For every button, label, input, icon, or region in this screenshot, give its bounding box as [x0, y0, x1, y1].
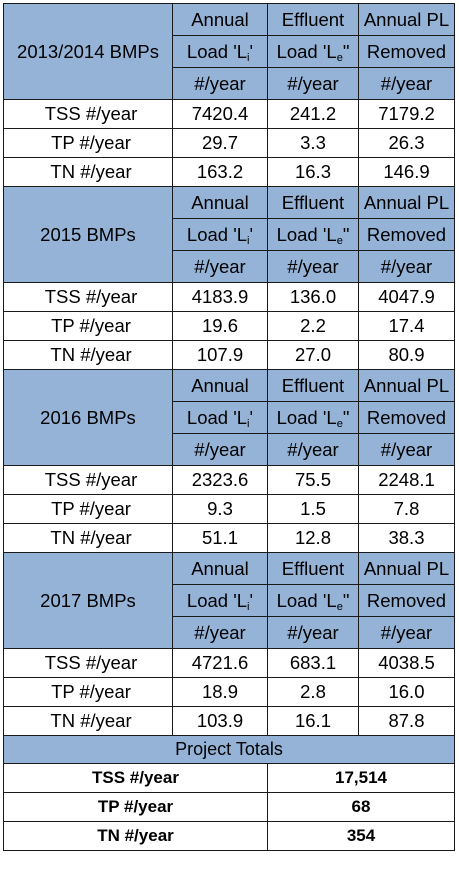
annual-load-value: 103.9	[173, 707, 268, 736]
annual-pl-removed-header-line1: Annual PL	[359, 553, 455, 585]
annual-load-header-line2: Load '$L_i$'	[173, 36, 268, 68]
annual-pl-removed-header-line2: Removed	[359, 402, 455, 434]
annual-load-header-line1: Annual	[173, 370, 268, 402]
annual-load-value: 7420.4	[173, 100, 268, 129]
pl-removed-value: 38.3	[359, 524, 455, 553]
table-row	[4, 466, 455, 495]
section-title: 2017 BMPs	[4, 553, 173, 649]
effluent-load-header-line2: Load '$L_e$"	[268, 219, 359, 251]
pl-removed-value: 7.8	[359, 495, 455, 524]
parameter-label: TN #/year	[4, 341, 173, 370]
parameter-label: TN #/year	[4, 524, 173, 553]
pl-removed-value: 2248.1	[359, 466, 455, 495]
table-row	[4, 100, 455, 129]
total-parameter-label: TP #/year	[4, 793, 268, 822]
section-header-row	[4, 553, 455, 585]
total-row	[4, 793, 455, 822]
total-parameter-label: TSS #/year	[4, 764, 268, 793]
table-body	[4, 4, 455, 851]
annual-load-value: 51.1	[173, 524, 268, 553]
pl-removed-value: 146.9	[359, 158, 455, 187]
pl-removed-value: 16.0	[359, 678, 455, 707]
annual-load-value: 4183.9	[173, 283, 268, 312]
annual-load-header-line3: #/year	[173, 617, 268, 649]
effluent-load-header-line2: Load '$L_e$"	[268, 402, 359, 434]
annual-pl-removed-header-line1: Annual PL	[359, 4, 455, 36]
effluent-load-header-line2: Load '$L_e$"	[268, 585, 359, 617]
total-value: 68	[268, 793, 455, 822]
effluent-load-header-line3: #/year	[268, 68, 359, 100]
project-totals-header-row	[4, 736, 455, 764]
annual-pl-removed-header-line1: Annual PL	[359, 370, 455, 402]
total-parameter-label: TN #/year	[4, 822, 268, 851]
pl-removed-value: 80.9	[359, 341, 455, 370]
section-header-row	[4, 187, 455, 219]
annual-load-header-line1: Annual	[173, 187, 268, 219]
pl-removed-value: 4047.9	[359, 283, 455, 312]
effluent-load-header-line1: Effluent	[268, 553, 359, 585]
section-header-row	[4, 4, 455, 36]
effluent-load-header-line1: Effluent	[268, 4, 359, 36]
annual-load-header-line3: #/year	[173, 68, 268, 100]
table-row	[4, 678, 455, 707]
total-row	[4, 764, 455, 793]
parameter-label: TP #/year	[4, 129, 173, 158]
effluent-load-value: 2.2	[268, 312, 359, 341]
parameter-label: TN #/year	[4, 158, 173, 187]
effluent-load-header-line3: #/year	[268, 617, 359, 649]
effluent-load-header-line1: Effluent	[268, 187, 359, 219]
effluent-load-value: 16.1	[268, 707, 359, 736]
effluent-load-header-line3: #/year	[268, 434, 359, 466]
annual-load-value: 9.3	[173, 495, 268, 524]
table-row	[4, 129, 455, 158]
table-row	[4, 158, 455, 187]
pl-removed-value: 17.4	[359, 312, 455, 341]
annual-pl-removed-header-line2: Removed	[359, 36, 455, 68]
annual-pl-removed-header-line2: Removed	[359, 219, 455, 251]
section-title: 2013/2014 BMPs	[4, 4, 173, 100]
annual-load-value: 18.9	[173, 678, 268, 707]
effluent-load-value: 136.0	[268, 283, 359, 312]
annual-pl-removed-header-line2: Removed	[359, 585, 455, 617]
effluent-load-value: 12.8	[268, 524, 359, 553]
table-row	[4, 283, 455, 312]
parameter-label: TSS #/year	[4, 466, 173, 495]
annual-load-value: 4721.6	[173, 649, 268, 678]
annual-load-header-line2: Load '$L_i$'	[173, 402, 268, 434]
effluent-load-value: 1.5	[268, 495, 359, 524]
parameter-label: TP #/year	[4, 495, 173, 524]
annual-pl-removed-header-line3: #/year	[359, 251, 455, 283]
annual-load-header-line1: Annual	[173, 4, 268, 36]
parameter-label: TSS #/year	[4, 100, 173, 129]
project-totals-title: Project Totals	[4, 736, 455, 764]
annual-load-header-line2: Load '$L_i$'	[173, 219, 268, 251]
annual-load-value: 29.7	[173, 129, 268, 158]
bmp-load-reduction-table	[3, 3, 454, 851]
annual-pl-removed-header-line3: #/year	[359, 68, 455, 100]
parameter-label: TP #/year	[4, 678, 173, 707]
spreadsheet-table	[3, 3, 455, 851]
table-row	[4, 341, 455, 370]
annual-load-header-line1: Annual	[173, 553, 268, 585]
annual-load-header-line2: Load '$L_i$'	[173, 585, 268, 617]
annual-load-header-line3: #/year	[173, 434, 268, 466]
total-row	[4, 822, 455, 851]
parameter-label: TP #/year	[4, 312, 173, 341]
annual-load-value: 107.9	[173, 341, 268, 370]
section-header-row	[4, 370, 455, 402]
total-value: 17,514	[268, 764, 455, 793]
table-row	[4, 649, 455, 678]
pl-removed-value: 87.8	[359, 707, 455, 736]
pl-removed-value: 4038.5	[359, 649, 455, 678]
effluent-load-header-line3: #/year	[268, 251, 359, 283]
table-row	[4, 495, 455, 524]
annual-pl-removed-header-line3: #/year	[359, 617, 455, 649]
pl-removed-value: 7179.2	[359, 100, 455, 129]
annual-load-value: 163.2	[173, 158, 268, 187]
effluent-load-value: 241.2	[268, 100, 359, 129]
effluent-load-value: 16.3	[268, 158, 359, 187]
effluent-load-value: 2.8	[268, 678, 359, 707]
parameter-label: TSS #/year	[4, 649, 173, 678]
total-value: 354	[268, 822, 455, 851]
annual-load-value: 19.6	[173, 312, 268, 341]
annual-load-header-line3: #/year	[173, 251, 268, 283]
pl-removed-value: 26.3	[359, 129, 455, 158]
section-title: 2016 BMPs	[4, 370, 173, 466]
effluent-load-value: 3.3	[268, 129, 359, 158]
table-row	[4, 312, 455, 341]
parameter-label: TSS #/year	[4, 283, 173, 312]
table-row	[4, 707, 455, 736]
effluent-load-header-line1: Effluent	[268, 370, 359, 402]
annual-pl-removed-header-line3: #/year	[359, 434, 455, 466]
table-row	[4, 524, 455, 553]
effluent-load-value: 27.0	[268, 341, 359, 370]
annual-pl-removed-header-line1: Annual PL	[359, 187, 455, 219]
effluent-load-header-line2: Load '$L_e$"	[268, 36, 359, 68]
effluent-load-value: 75.5	[268, 466, 359, 495]
parameter-label: TN #/year	[4, 707, 173, 736]
annual-load-value: 2323.6	[173, 466, 268, 495]
section-title: 2015 BMPs	[4, 187, 173, 283]
effluent-load-value: 683.1	[268, 649, 359, 678]
